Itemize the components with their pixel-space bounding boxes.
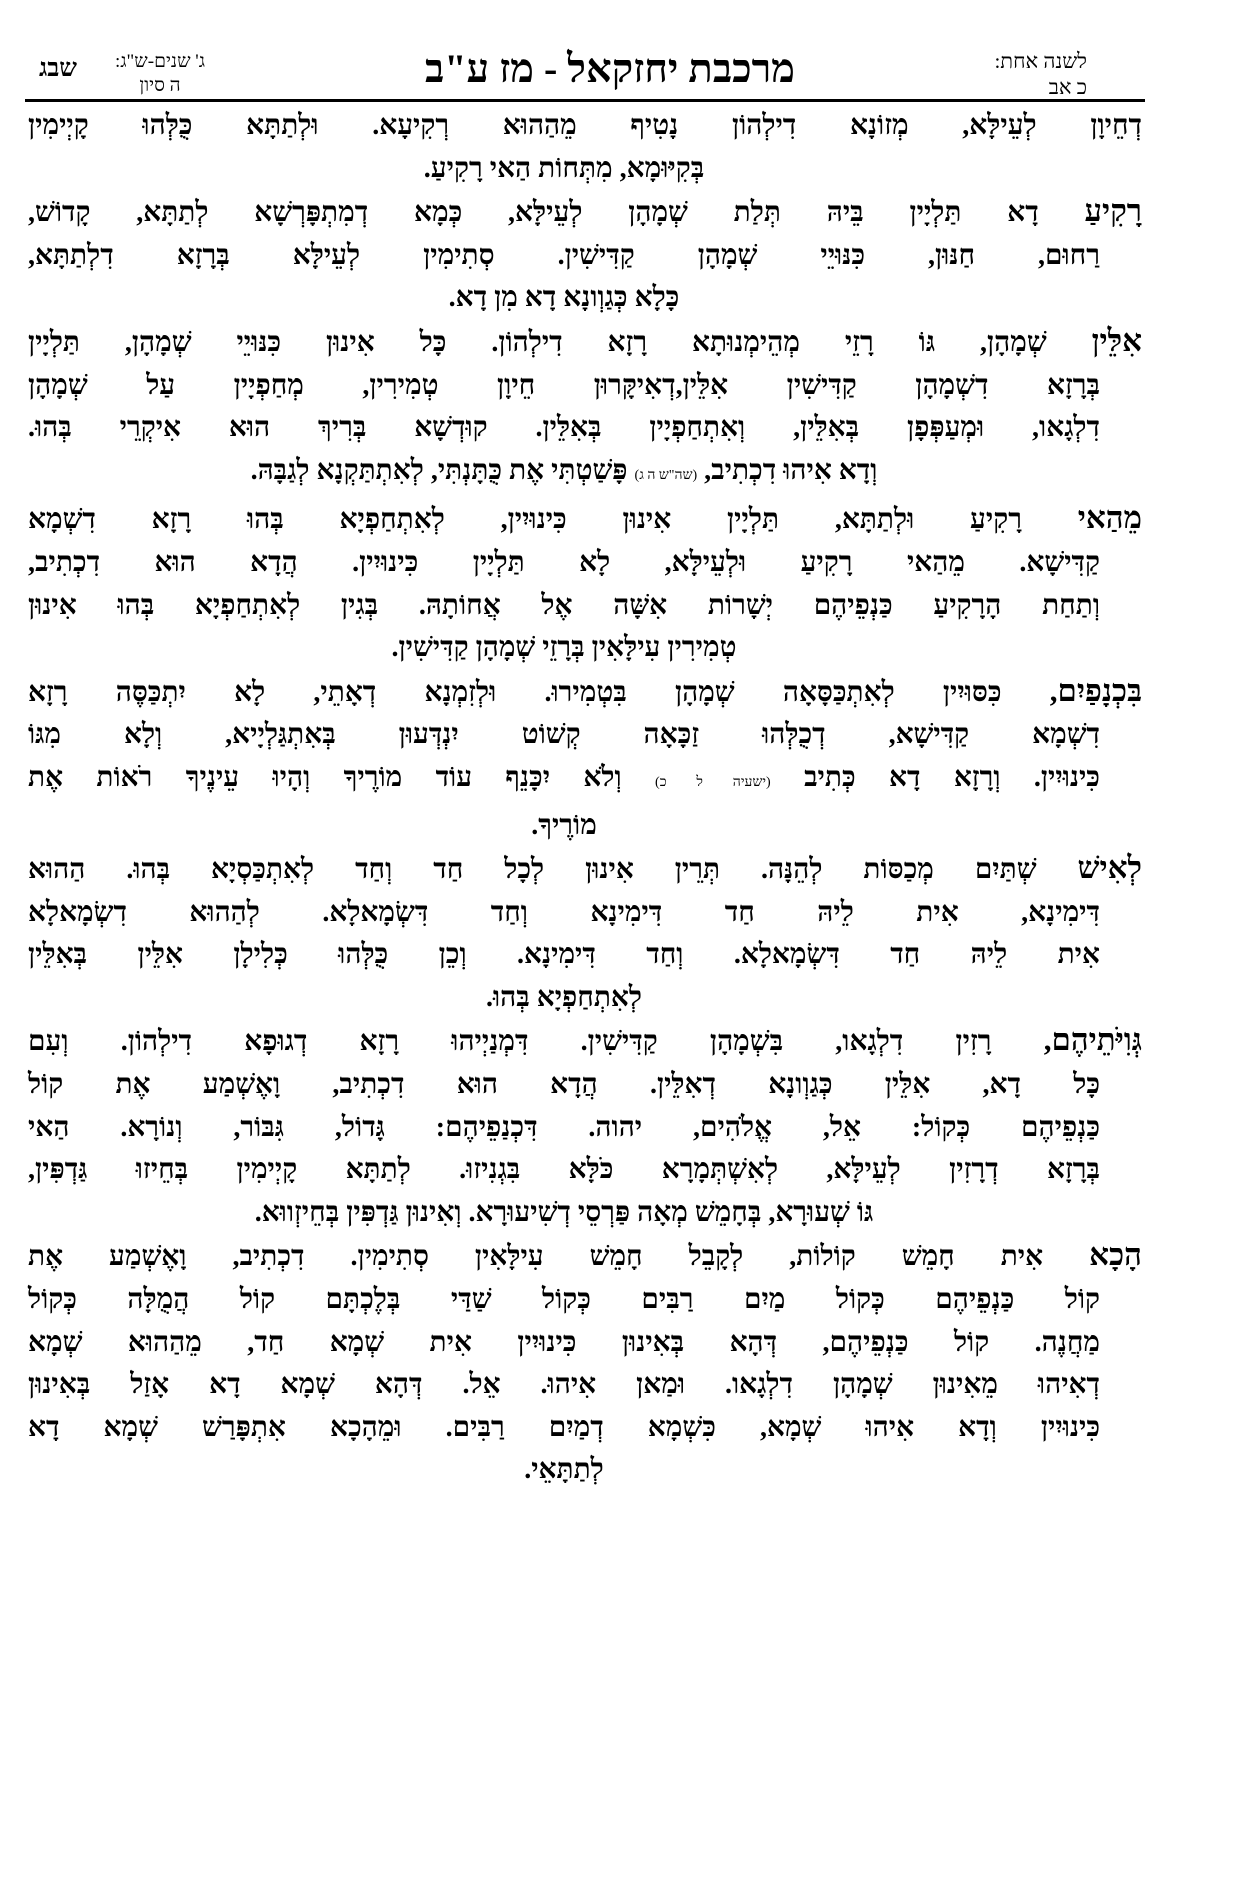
text-line [28,847,1142,892]
paragraph-lead-word: גְּוִיֹּתֵיהֶם, [1043,1022,1143,1058]
line-text: כִּינוּיִין. וְרָזָא דָא כְּתִיב [804,761,1100,793]
line-text: דָא תַּלְיָין בֵּיהּ תְּלַת שְׁמָהָן לְעֵילָּא, כְּמָא דְמִתְפָּרְשָׁא לְתַתָּא, קָדוֹשׁ, [28,197,1039,229]
verse-reference: (שה"ש ה ג) [634,467,698,483]
text-line: כָּל דָא, אִלֵּין כְּגַוְונָא דְאִלֵּין. הֲדָא הוּא דִכְתִיב, וָאֶשְׁמַע אֶת קוֹל [28,1069,1100,1101]
text-line [28,190,1142,235]
paragraph [28,320,1142,497]
one-year-cycle-date: כ אב [1048,75,1087,99]
text-line: לְתַתָּאֵי. [524,1454,604,1486]
text-line [28,1019,1142,1064]
line-text: אִית חָמֵשׁ קוֹלוֹת, לְקָבֵל חָמֵשׁ עִילָּאִין סְתִימִין. דִכְתִיב, וָאֶשְׁמַע אֶת [28,1241,1044,1273]
text-line: וְתַחַת הָרָקִיעַ כַּנְפֵיהֶם יְשָׁרוֹת אִשָּׁה אֶל אֲחוֹתָהּ. בְּגִין לְאִתְחַפְיָא בְּהוּ אִינוּן [28,589,1100,621]
verse-reference: (ישעיה ל כ) [655,774,771,790]
line-text: וְלֹא יִכָּנֵף עוֹד מוֹרֶיךָ וְהָיוּ עֵינֶיךָ רֹאוֹת אֶת [28,761,622,793]
text-line [28,670,1142,715]
paragraph-lead-word: לְאִישׁ [1077,850,1143,886]
three-year-cycle-date: ה סיון [139,75,181,96]
paragraph [28,1019,1142,1234]
line-text: פָּשַׁטְתִּי אֶת כֻּתָּנְתִּי, לְאִתְתַּקְנָא לְגַבָּהּ. [250,454,628,486]
line-text: רָקִיעַ וּלְתַתָּא, תַּלְיָין אִינוּן כִּינוּיִין, לְאִתְחַפְיָא בְּהוּ רָזָא דִשְׁמָא [28,504,1022,536]
three-year-cycle-label: ג' שנים-ש"ג: [115,51,205,72]
text-line: דִּימִינָא, אִית לֵיהּ חַד דִּימִינָא וְחַד דִּשְׂמָאלָא. לְהַהוּא דִשְׂמָאלָא [28,896,1100,928]
text-line [28,320,1142,365]
three-year-cycle [106,50,214,98]
page-title: מרכבת יחזקאל - מז ע"ב [425,46,795,91]
paragraph-lead-word: הָכָא [1089,1237,1143,1273]
text-line: רַחוּם, חַנּוּן, כִּנּוּיֵי שְׁמָהָן קַדִּישִׁין. סְתִימִין לְעֵילָּא בְּרָזָא דִלְתַתָּא, [28,239,1100,271]
page-code: שבג [38,55,77,82]
text-line: דִשְׁמָא קַדִּישָׁא, דְכֻלְּהוּ זַכָּאָה קְשׁוֹט יִנְדְּעוּן בְּאִתְגַּלְיָיא, וְלָא מִגּוֹ [28,719,1100,751]
text-line: בְּרָזָא דִשְׁמָהָן קַדִּישִׁין אִלֵּין,דְאִיקָּרוּן חֵיוָן טְמִירִין, מְחַפְיָין עַל שְׁמָהָן [28,369,1100,401]
text-line: כַּנְפֵיהֶם כְּקוֹל: אֵל, אֱלֹהִים, יהוה. דִּכְנַפֵיהֶם: גָּדוֹל, גִּבּוֹר, וְנוֹרָא. הַאי [28,1111,1100,1143]
text-line: לְאִתְחַפְיָא בְּהוּ. [485,981,643,1013]
paragraph-lead-word: אִלֵּין [1091,322,1142,358]
paragraph [28,497,1142,669]
text-body [28,105,1142,1492]
text-line: מוֹרֶיךָ. [531,809,597,841]
paragraph [28,1234,1142,1492]
paragraph-lead-word: בִּכְנָפַיִם, [1049,672,1143,708]
text-line: קוֹל כַּנְפֵיהֶם כְּקוֹל מַיִם רַבִּים כְּקוֹל שַׁדַּי בְּלֶכְתָּם קוֹל הֲמֻלָּה כְּקוֹל [28,1284,1100,1316]
paragraph [28,847,1142,1019]
text-line: כִּינוּיִין וְדָא אִיהוּ שְׁמָא, כִּשְׁמָא דְמַיִם רַבִּים. וּמֵהָכָא אִתְפָּרַשׁ שְׁמָא דָא [28,1411,1100,1443]
text-line: בְּרָזָא דְרָזִין לְעֵילָּא, לְאִשְׁתְּמָרָא כֹּלָּא בִּגְנִיזוּ. לְתַתָּא קָיְימִין בְּחֵיזוּ גַּדְפִּין, [28,1154,1100,1186]
text-line: אִית לֵיהּ חַד דִּשְׂמָאלָא. וְחַד דִּימִינָא. וְכֵן כֻּלְּהוּ כְּלִילָן אִלֵּין בְּאִלֵּין [28,939,1100,971]
text-line: בְּקִיּוּמָא, מִתְּחוֹת הַאי רָקִיעַ. [423,152,705,184]
one-year-cycle [937,48,1087,100]
paragraph [28,670,1142,847]
text-line [28,1234,1142,1279]
paragraph-lead-word: מֵהַאי [1077,500,1142,536]
line-text: שְׁתַּיִם מְכַסּוֹת לְהֵנָּה. תְּרֵין אִינוּן לְכָל חַד וְחַד לְאִתְכַּסְיָא בְּהוּ. הַהוּא [28,854,1037,886]
text-line [28,450,1100,498]
text-line: קַדִּישָׁא. מֵהַאי רָקִיעַ וּלְעֵילָּא, לָא תַּלְיָין כִּינוּיִין. הֲדָא הוּא דִכְתִיב, [28,546,1100,578]
text-line [28,757,1100,805]
line-text: שְׁמָהָן, גּוֹ רָזֵי מְהֵימְנוּתָא רָזָא דִילְהוֹן. כָּל אִינוּן כִּנּוּיֵי שְׁמָהָן, תַּלְיָין [28,326,1047,358]
line-text: וְדָא אִיהוּ דִכְתִיב, [704,454,878,486]
text-line: דִלְגָאו, וּמְעַפְּפָן בְּאִלֵּין, וְאִתְחַפְיָין בְּאִלֵּין. קוּדְשָׁא בְּרִיךְ הוּא אִיקְרֵי בְּהוּ. [28,412,1100,444]
paragraph-lead-word: רָקִיעַ [1084,193,1143,229]
text-line: גּוֹ שְׁעוּרָא, בְּחָמֵשׁ מְאָה פַּרְסֵי דְשִׁיעוּרָא. וְאִינוּן גַּדְפִּין בְּחֵיזְווּא. [254,1196,874,1228]
text-line: דְאִיהוּ מֵאִינוּן שְׁמָהָן דִלְגָאו. וּמַאן אִיהוּ. אֵל. דְּהָא שְׁמָא דָא אָזַל בְּאִינוּן [28,1369,1100,1401]
line-text: כִּסּוּיִין לְאִתְכַּסָּאָה שְׁמָהָן בִּטְמִירוּ. וּלְזִמְנָא דְאָתֵי, לָא יִתְכַּסֶּה רָזָא [28,676,1002,708]
text-line: כָּלָא כְּגַוְונָא דָא מִן דָא. [448,282,680,314]
paragraph [28,190,1142,320]
header-rule [25,99,1145,102]
paragraph [28,105,1142,190]
text-line: טְמִירִין עִילָּאִין בְּרָזֵי שְׁמָהָן קַדִּישִׁין. [391,632,737,664]
text-line: מַחֲנֶה. קוֹל כַּנְפֵיהֶם, דְּהָא בְּאִינוּן כִּינוּיִין אִית שְׁמָא חַד, מֵהַהוּא שְׁמָא [28,1326,1100,1358]
text-line: דְחֵיוָן לְעֵילָּא, מְזוֹנָא דִילְהוֹן נָטִיף מֵהַהוּא רְקִיעָא. וּלְתַתָּא כֻּלְּהוּ קָיְימִין [28,110,1142,141]
one-year-cycle-label: לשנה אחת: [994,49,1087,73]
text-line [28,497,1142,542]
line-text: רָזִין דִלְגָאו, בִּשְׁמָהָן קַדִּישִׁין. דִּמְנַיְיהוּ רָזָא דְגוּפָא דִילְהוֹן. וְעִם [28,1026,992,1058]
